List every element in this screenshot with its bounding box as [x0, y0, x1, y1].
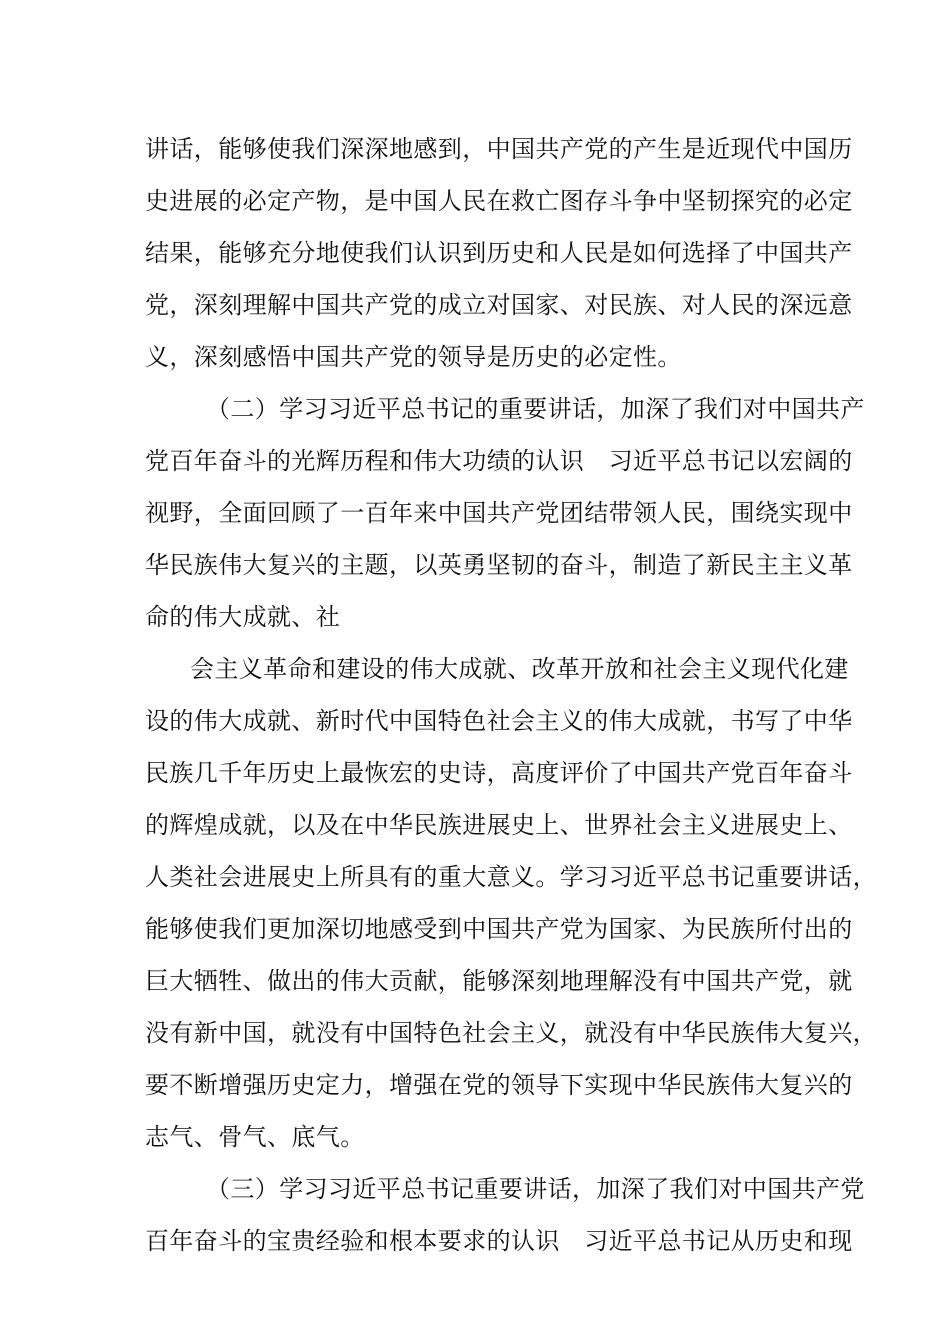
text-line: 华民族伟大复兴的主题，以英勇坚韧的奋斗，制造了新民主主义革 [145, 551, 853, 579]
paragraph-heading-2: （二）学习习近平总书记的重要讲话，加深了我们对中国共产 [206, 395, 865, 423]
text-line: 义，深刻感悟中国共产党的领导是历史的必定性。 [145, 343, 682, 371]
text-line: 结果，能够充分地使我们认识到历史和人民是如何选择了中国共产 [145, 239, 853, 267]
text-line: 设的伟大成就、新时代中国特色社会主义的伟大成就，书写了中华 [145, 707, 853, 735]
paragraph-heading-3: （三）学习习近平总书记重要讲话，加深了我们对中国共产党 [206, 1175, 865, 1203]
text-line: 人类社会进展史上所具有的重大意义。学习习近平总书记重要讲话， [145, 863, 877, 891]
text-line: 巨大牺牲、做出的伟大贡献，能够深刻地理解没有中国共产党，就 [145, 967, 853, 995]
text-line: 党百年奋斗的光辉历程和伟大功绩的认识 习近平总书记以宏阔的 [145, 447, 853, 475]
text-line: 志气、骨气、底气。 [145, 1123, 365, 1151]
text-line: 民族几千年历史上最恢宏的史诗，高度评价了中国共产党百年奋斗 [145, 759, 853, 787]
text-line: 史进展的必定产物，是中国人民在救亡图存斗争中坚韧探究的必定 [145, 187, 853, 215]
text-line: 讲话，能够使我们深深地感到，中国共产党的产生是近现代中国历 [145, 135, 853, 163]
text-line: 视野，全面回顾了一百年来中国共产党团结带领人民，围绕实现中 [145, 499, 853, 527]
text-line: 能够使我们更加深切地感受到中国共产党为国家、为民族所付出的 [145, 915, 853, 943]
text-line: 命的伟大成就、社 [145, 603, 341, 631]
text-line: 没有新中国，就没有中国特色社会主义，就没有中华民族伟大复兴， [145, 1019, 877, 1047]
text-line: 百年奋斗的宝贵经验和根本要求的认识 习近平总书记从历史和现 [145, 1227, 853, 1255]
text-line: 党，深刻理解中国共产党的成立对国家、对民族、对人民的深远意 [145, 291, 853, 319]
text-line: 的辉煌成就，以及在中华民族进展史上、世界社会主义进展史上、 [145, 811, 853, 839]
text-line: 要不断增强历史定力，增强在党的领导下实现中华民族伟大复兴的 [145, 1071, 853, 1099]
text-line: 会主义革命和建设的伟大成就、改革开放和社会主义现代化建 [190, 655, 849, 683]
